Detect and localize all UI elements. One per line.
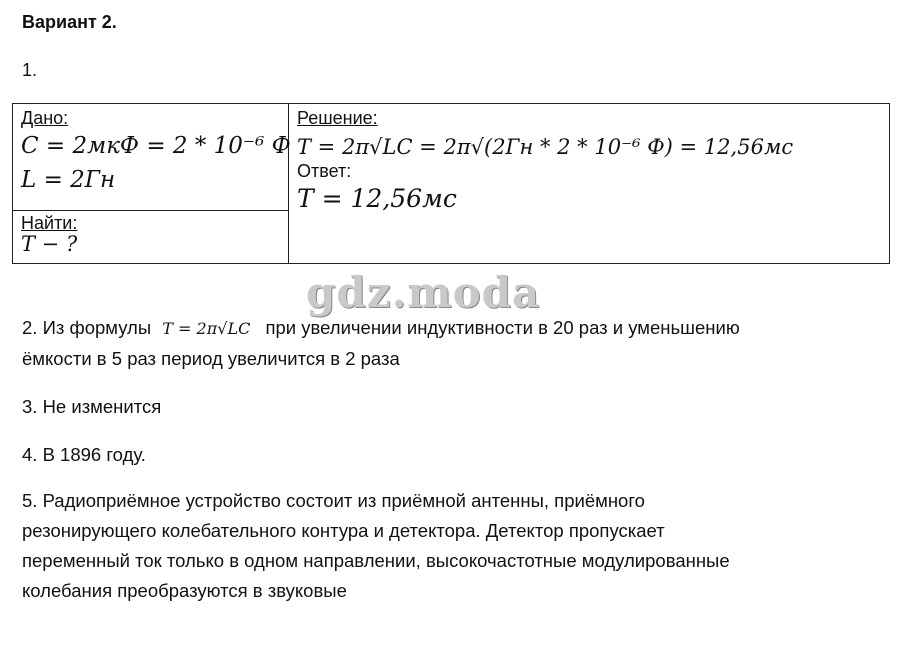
answer-5-line2: резонирующего колебательного контура и детектора. Детектор пропускает xyxy=(22,520,665,541)
variant-title: Вариант 2. xyxy=(22,12,117,32)
answer-5 xyxy=(22,486,892,606)
answer-2-prefix: 2. Из формулы xyxy=(22,317,152,338)
answer-2 xyxy=(22,313,892,374)
answer-2-rest: при увеличении индуктивности в 20 раз и уменьшению xyxy=(265,317,740,338)
answer-value: T = 12,56мс xyxy=(297,184,457,213)
answer-5-line4: колебания преобразуются в звуковые xyxy=(22,580,347,601)
task-table xyxy=(12,103,890,264)
watermark-logo: gdz.moda xyxy=(306,268,541,317)
answer-5-line1: 5. Радиоприёмное устройство состоит из приёмной антенны, приёмного xyxy=(22,490,645,511)
solution-formula: T = 2π√LC = 2π√(2Гн * 2 * 10⁻⁶ Ф) = 12,56мс xyxy=(297,135,794,159)
answer-2-formula: T = 2π√LC xyxy=(162,319,251,338)
solution-heading: Решение: xyxy=(297,108,378,128)
given-capacitance: C = 2мкФ = 2 * 10⁻⁶ Ф xyxy=(21,133,291,159)
find-cell xyxy=(13,211,289,264)
find-value: T − ? xyxy=(21,232,78,256)
answer-2-line2: ёмкости в 5 раз период увеличится в 2 раза xyxy=(22,348,400,369)
answer-3: 3. Не изменится xyxy=(22,396,162,417)
solution-cell xyxy=(289,104,890,264)
answer-label: Ответ: xyxy=(297,161,352,181)
given-inductance: L = 2Гн xyxy=(21,167,116,193)
answer-4: 4. В 1896 году. xyxy=(22,444,146,465)
find-heading: Найти: xyxy=(21,213,78,233)
given-cell xyxy=(13,104,289,211)
answer-5-line3: переменный ток только в одном направлении, высокочастотные модулированные xyxy=(22,550,730,571)
question-1-number: 1. xyxy=(22,60,38,80)
given-heading: Дано: xyxy=(21,108,69,128)
